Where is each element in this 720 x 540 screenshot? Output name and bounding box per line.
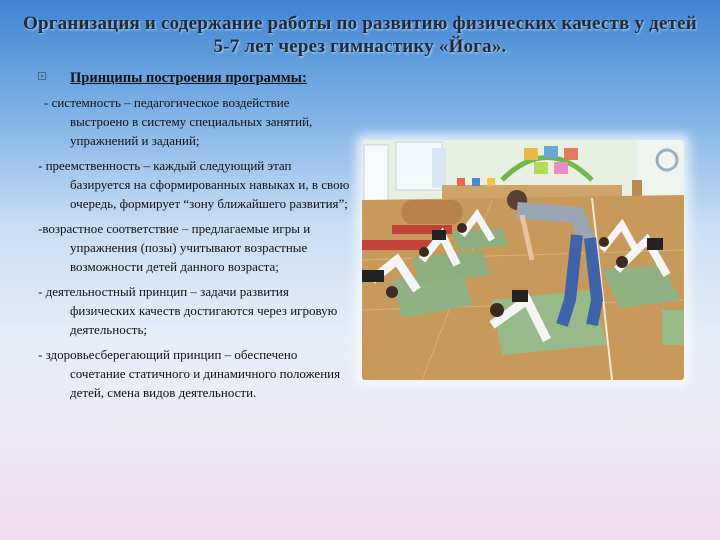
- paragraph-continuity: - преемственность – каждый следующий этап базируется на сформированных навыках и, в свою очередь, формирует “зону ближайшего развития”;: [38, 158, 350, 211]
- paragraph-systemic: - системность – педагогическое воздействие выстроено в систему специальных занятий, упражнений и заданий;: [44, 95, 313, 148]
- slide-title: Организация и содержание работы по развитию физических качеств у детей 5-7 лет через гимнастику «Йога».: [23, 13, 697, 57]
- square-bullet-icon: [38, 72, 46, 80]
- text-block: [38, 68, 350, 408]
- window-left: [364, 145, 388, 205]
- heading-row: [38, 68, 350, 87]
- section-heading: Принципы построения программы:: [70, 70, 307, 86]
- gym-photo: [362, 140, 684, 380]
- paragraph-age: -возрастное соответствие – предлагаемые игры и упражнения (позы) учитывают возрастные возможности детей данного возраста;: [38, 221, 311, 274]
- paragraph-health: - здоровьесберегающий принцип – обеспечено сочетание статичного и динамичного положения детей, смена видов деятельности.: [38, 347, 341, 400]
- paragraph-activity: - деятельностный принцип – задачи развития физических качеств достигаются через игровую деятельность;: [38, 284, 338, 337]
